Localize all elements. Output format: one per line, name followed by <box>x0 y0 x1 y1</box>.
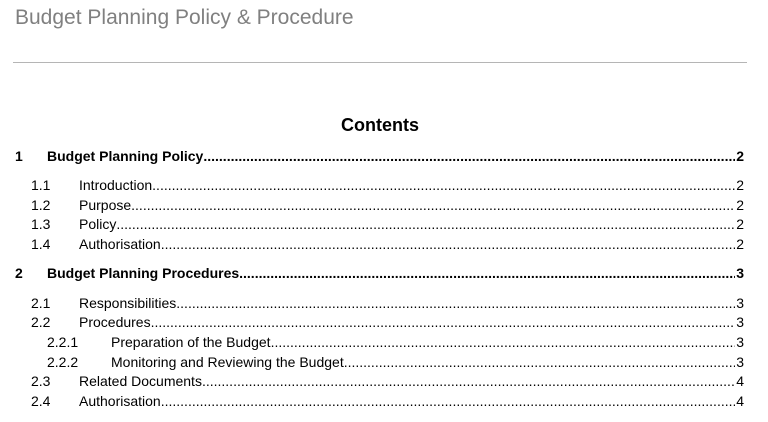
toc-leader-dots <box>151 313 736 332</box>
toc-leader-dots <box>203 147 735 166</box>
toc-entry[interactable] <box>0 353 768 372</box>
toc-entry-page: 2 <box>736 177 744 193</box>
toc-entry-page: 2 <box>736 148 744 164</box>
toc-entry-label: Related Documents <box>79 373 202 389</box>
toc-entry[interactable] <box>0 196 768 215</box>
toc-entry-number: 1 <box>15 148 23 164</box>
toc-entry[interactable] <box>0 264 768 283</box>
toc-entry-number: 2 <box>15 265 23 281</box>
toc-entry-number: 2.1 <box>31 295 51 311</box>
toc-leader-dots <box>131 196 735 215</box>
toc-entry[interactable] <box>0 215 768 234</box>
toc-leader-dots <box>344 353 736 372</box>
toc-entry-number: 2.2.1 <box>47 334 79 350</box>
toc-entry-label: Policy <box>79 216 117 232</box>
toc-leader-dots <box>161 392 735 411</box>
toc-entry[interactable] <box>0 392 768 411</box>
toc-leader-dots <box>271 333 736 352</box>
toc-entry-page: 3 <box>736 295 744 311</box>
toc-entry-number: 2.2.2 <box>47 354 79 370</box>
toc-entry-label: Budget Planning Policy <box>47 148 204 164</box>
toc-entry-label: Authorisation <box>79 393 161 409</box>
toc-entry[interactable] <box>0 176 768 195</box>
toc-entry-page: 4 <box>736 393 744 409</box>
header-divider <box>13 62 747 63</box>
toc-entry-page: 3 <box>736 314 744 330</box>
toc-leader-dots <box>239 264 735 283</box>
toc-entry-number: 1.1 <box>31 177 51 193</box>
toc-entry-number: 2.2 <box>31 314 51 330</box>
toc-entry-page: 4 <box>736 373 744 389</box>
toc-entry-page: 2 <box>736 216 744 232</box>
toc-entry-label: Monitoring and Reviewing the Budget <box>111 354 344 370</box>
toc-entry-number: 2.3 <box>31 373 51 389</box>
toc-entry-label: Authorisation <box>79 236 161 252</box>
toc-leader-dots <box>116 215 735 234</box>
toc-entry-page: 3 <box>736 334 744 350</box>
toc-entry-page: 2 <box>736 236 744 252</box>
toc-entry[interactable] <box>0 333 768 352</box>
toc-entry-page: 3 <box>736 265 744 281</box>
toc-entry-label: Procedures <box>79 314 151 330</box>
toc-leader-dots <box>202 372 735 391</box>
toc-entry-label: Preparation of the Budget <box>111 334 271 350</box>
toc-entry-label: Budget Planning Procedures <box>47 265 240 281</box>
toc-entry-number: 1.4 <box>31 236 51 252</box>
toc-entry[interactable] <box>0 313 768 332</box>
toc-entry-number: 1.2 <box>31 197 51 213</box>
toc-entry[interactable] <box>0 235 768 254</box>
toc-entry[interactable] <box>0 147 768 166</box>
toc-entry-number: 1.3 <box>31 216 51 232</box>
toc-entry-page: 2 <box>736 197 744 213</box>
toc-leader-dots <box>152 176 735 195</box>
toc-entry[interactable] <box>0 372 768 391</box>
toc-entry-label: Introduction <box>79 177 153 193</box>
toc-leader-dots <box>176 294 735 313</box>
toc-entry-label: Purpose <box>79 197 132 213</box>
toc-title: Contents <box>341 115 419 135</box>
toc-entry-page: 3 <box>736 354 744 370</box>
toc-entry-number: 2.4 <box>31 393 51 409</box>
toc-entry-label: Responsibilities <box>79 295 177 311</box>
toc-leader-dots <box>161 235 735 254</box>
document-header-title: Budget Planning Policy & Procedure <box>15 6 354 29</box>
toc-entry[interactable] <box>0 294 768 313</box>
